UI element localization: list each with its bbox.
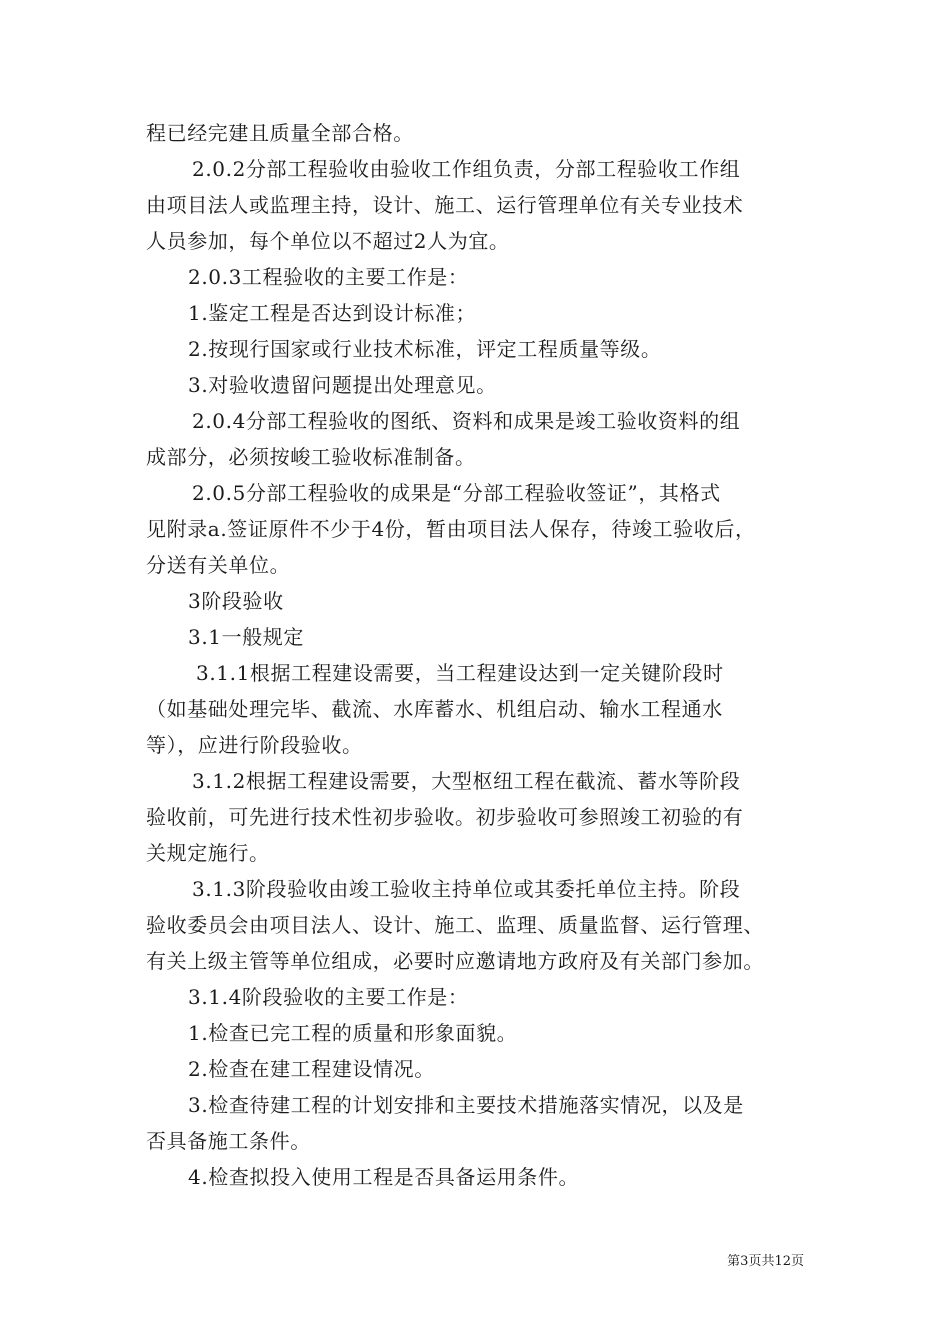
text-line: 验收前，可先进行技术性初步验收。初步验收可参照竣工初验的有 (146, 805, 744, 829)
text-line: 分送有关单位。 (146, 553, 291, 577)
text-line: 程已经完建且质量全部合格。 (146, 121, 414, 145)
text-line: 成部分，必须按峻工验收标准制备。 (146, 445, 476, 469)
text-line: 2.0.5分部工程验收的成果是“分部工程验收签证”，其格式 (192, 481, 721, 505)
text-line: 4.检查拟投入使用工程是否具备运用条件。 (188, 1165, 580, 1189)
text-line: 见附录a.签证原件不少于4份，暂由项目法人保存，待竣工验收后， (146, 517, 756, 541)
text-line: 1.检查已完工程的质量和形象面貌。 (188, 1021, 518, 1045)
document-body (146, 115, 818, 1195)
text-line: 3.1.4阶段验收的主要工作是： (188, 985, 469, 1009)
text-line: 由项目法人或监理主持，设计、施工、运行管理单位有关专业技术 (146, 193, 744, 217)
text-line: 3.检查待建工程的计划安排和主要技术措施落实情况，以及是 (188, 1093, 744, 1117)
text-line: 人员参加，每个单位以不超过2人为宜。 (146, 229, 510, 253)
subsection-heading: 3.1一般规定 (188, 625, 305, 649)
text-line: 验收委员会由项目法人、设计、施工、监理、质量监督、运行管理、 (146, 913, 764, 937)
text-line: （如基础处理完毕、截流、水库蓄水、机组启动、输水工程通水 (146, 697, 723, 721)
text-line: 3.1.3阶段验收由竣工验收主持单位或其委托单位主持。阶段 (192, 877, 741, 901)
text-line: 有关上级主管等单位组成，必要时应邀请地方政府及有关部门参加。 (146, 949, 764, 973)
text-line: 否具备施工条件。 (146, 1129, 311, 1153)
section-heading: 3阶段验收 (188, 589, 284, 613)
text-line: 2.检查在建工程建设情况。 (188, 1057, 435, 1081)
text-line: 3.1.1根据工程建设需要，当工程建设达到一定关键阶段时 (196, 661, 724, 685)
text-line: 2.0.3工程验收的主要工作是： (188, 265, 469, 289)
text-line: 3.1.2根据工程建设需要，大型枢纽工程在截流、蓄水等阶段 (192, 769, 741, 793)
text-line: 3.对验收遗留问题提出处理意见。 (188, 373, 497, 397)
text-line: 关规定施行。 (146, 841, 270, 865)
text-line: 2.0.2分部工程验收由验收工作组负责，分部工程验收工作组 (192, 157, 741, 181)
text-line: 1.鉴定工程是否达到设计标准； (188, 301, 477, 325)
text-line: 等），应进行阶段验收。 (146, 733, 363, 757)
text-line: 2.按现行国家或行业技术标准，评定工程质量等级。 (188, 337, 662, 361)
page-number: 第3页共12页 (727, 1254, 804, 1269)
text-line: 2.0.4分部工程验收的图纸、资料和成果是竣工验收资料的组 (192, 409, 741, 433)
